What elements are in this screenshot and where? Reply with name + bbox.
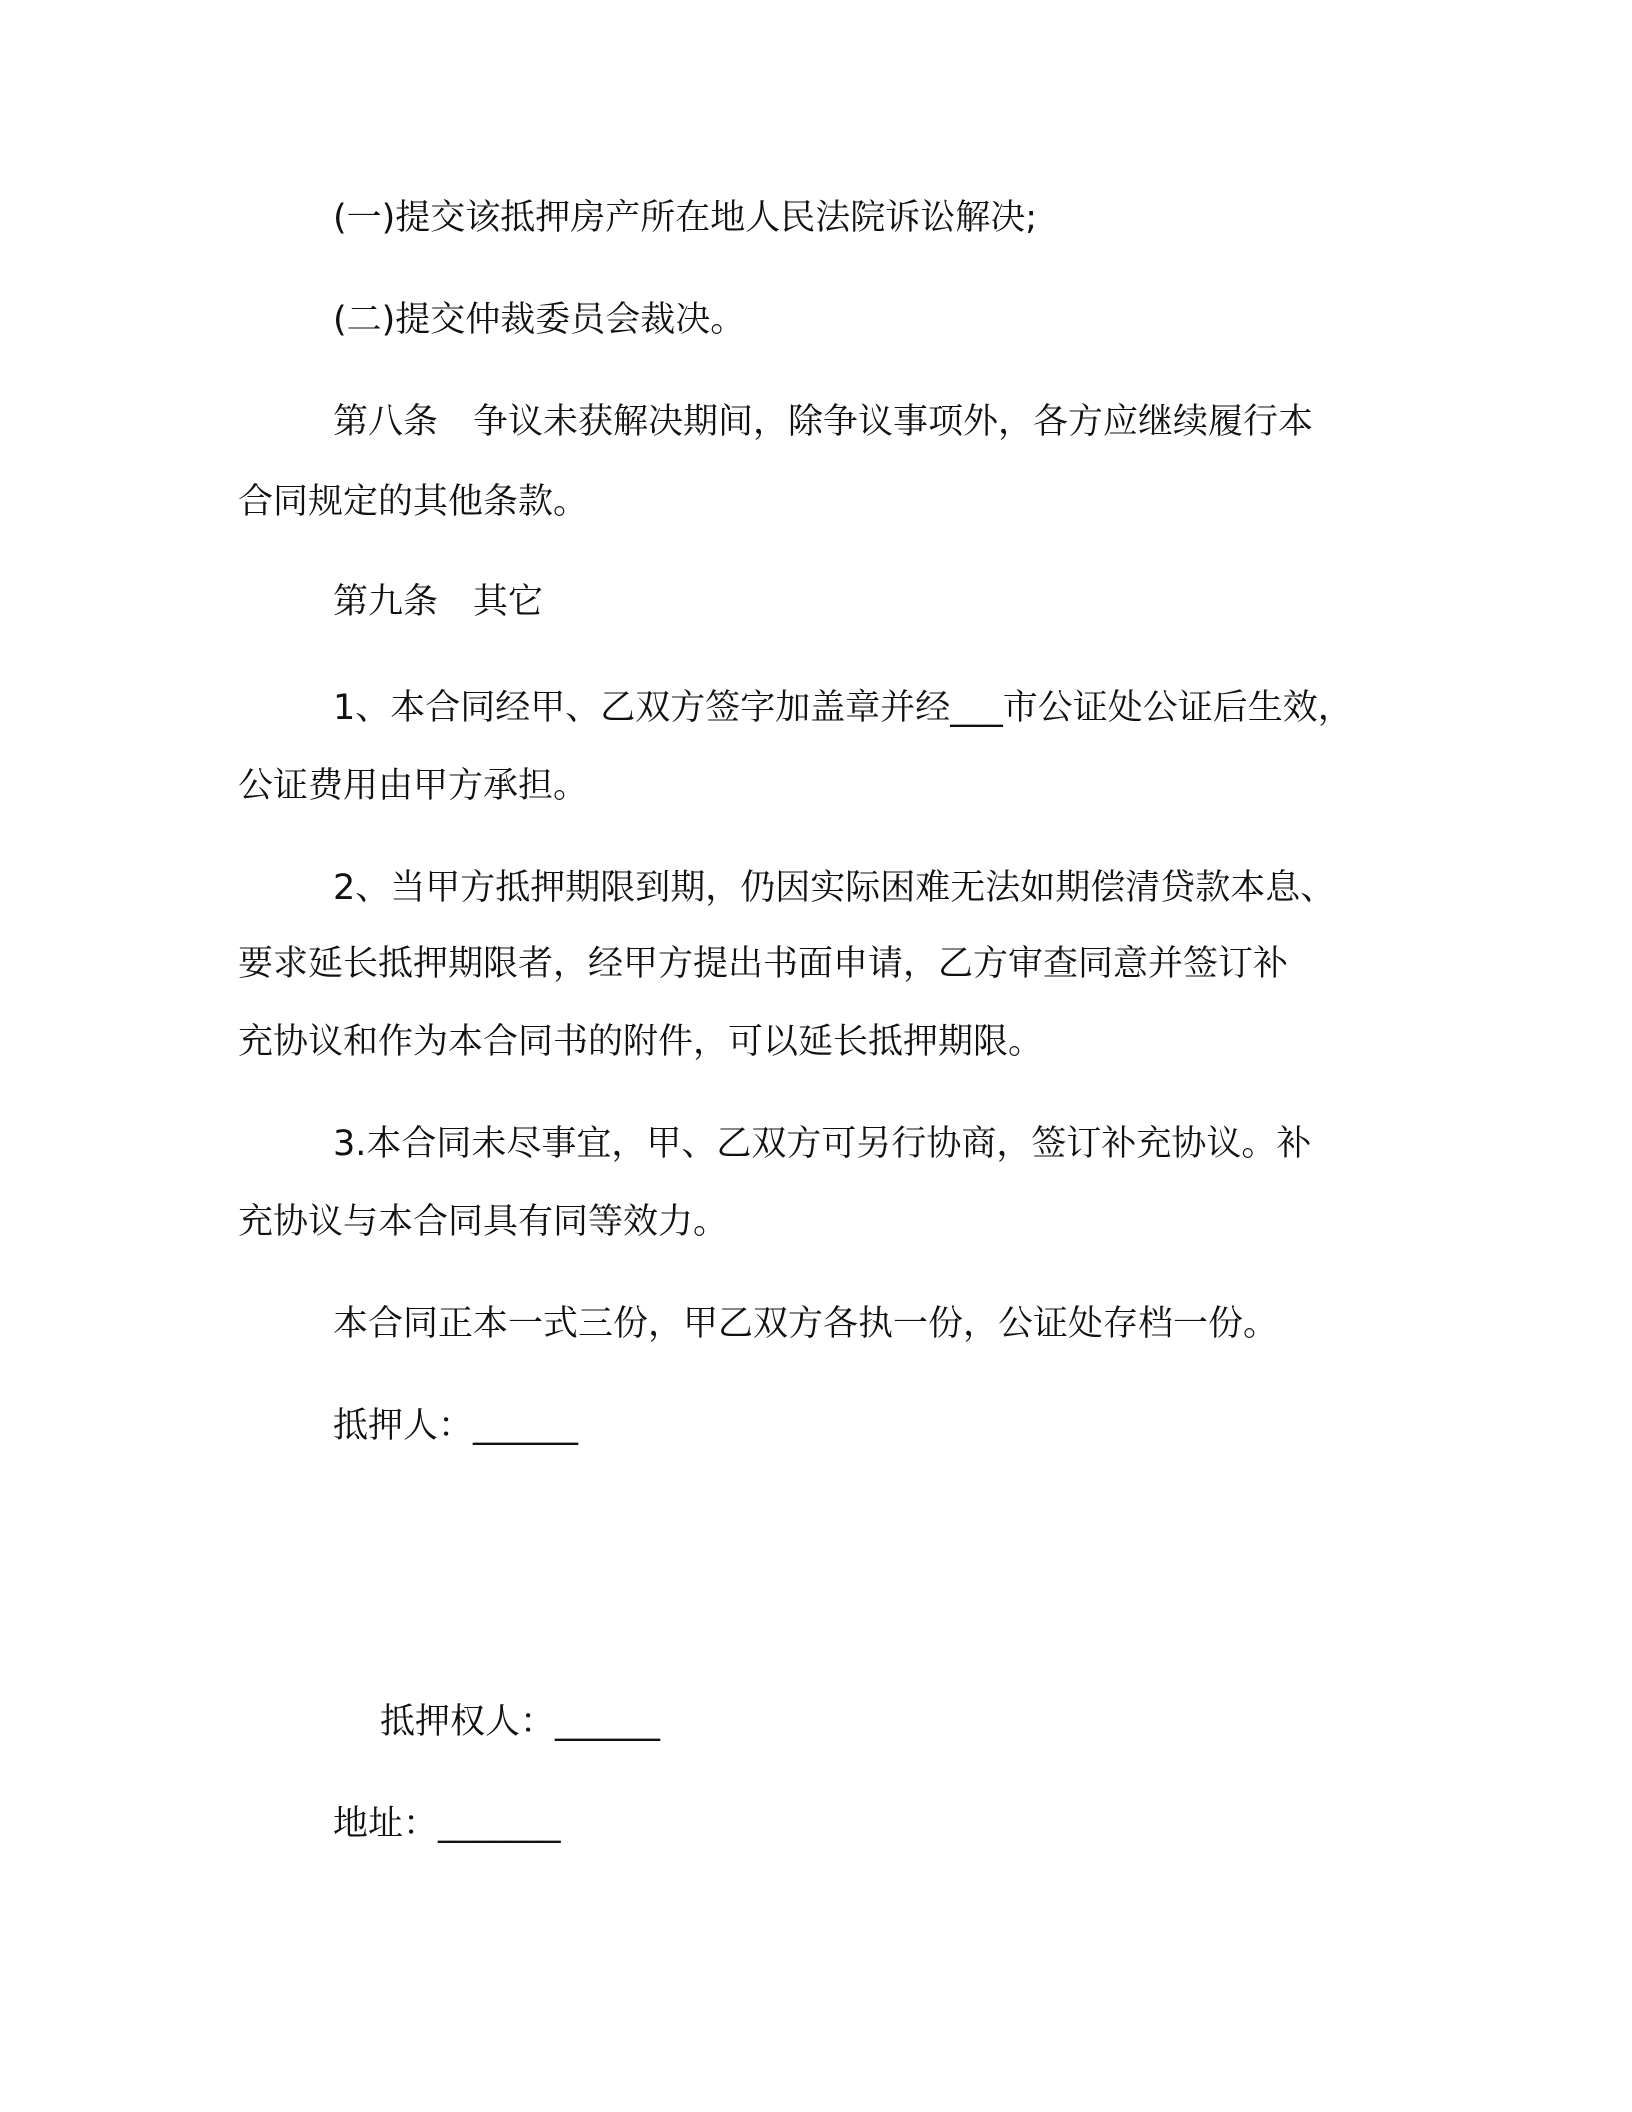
article-9-p3-line-2: 充协议与本合同具有同等效力。 (238, 1202, 729, 1242)
signature-mortgagor: 抵押人：______ (333, 1406, 579, 1446)
article-9-p2-line-1: 2、当甲方抵押期限到期，仍因实际困难无法如期偿清贷款本息、 (333, 868, 1336, 908)
clause-item-2: (二)提交仲裁委员会裁决。 (333, 300, 746, 340)
article-9-p2-line-3: 充协议和作为本合同书的附件，可以延长抵押期限。 (238, 1022, 1044, 1062)
signature-mortgagee: 抵押权人：______ (380, 1702, 661, 1742)
article-9-p2-line-2: 要求延长抵押期限者，经甲方提出书面申请，乙方审查同意并签订补 (238, 944, 1289, 984)
article-9-heading: 第九条 其它 (333, 582, 544, 622)
signature-address: 地址：_______ (333, 1804, 561, 1844)
article-9-p1-line-2: 公证费用由甲方承担。 (238, 766, 589, 806)
clause-item-1: (一)提交该抵押房产所在地人民法院诉讼解决; (333, 198, 1038, 238)
article-8-line-2: 合同规定的其他条款。 (238, 482, 589, 522)
article-9-p1-line-1: 1、本合同经甲、乙双方签字加盖章并经___市公证处公证后生效， (333, 688, 1353, 728)
copies-statement: 本合同正本一式三份，甲乙双方各执一份，公证处存档一份。 (333, 1304, 1279, 1344)
article-9-p3-line-1: 3.本合同未尽事宜，甲、乙双方可另行协商，签订补充协议。补 (333, 1124, 1312, 1164)
article-8-line-1: 第八条 争议未获解决期间，除争议事项外，各方应继续履行本 (333, 402, 1314, 442)
